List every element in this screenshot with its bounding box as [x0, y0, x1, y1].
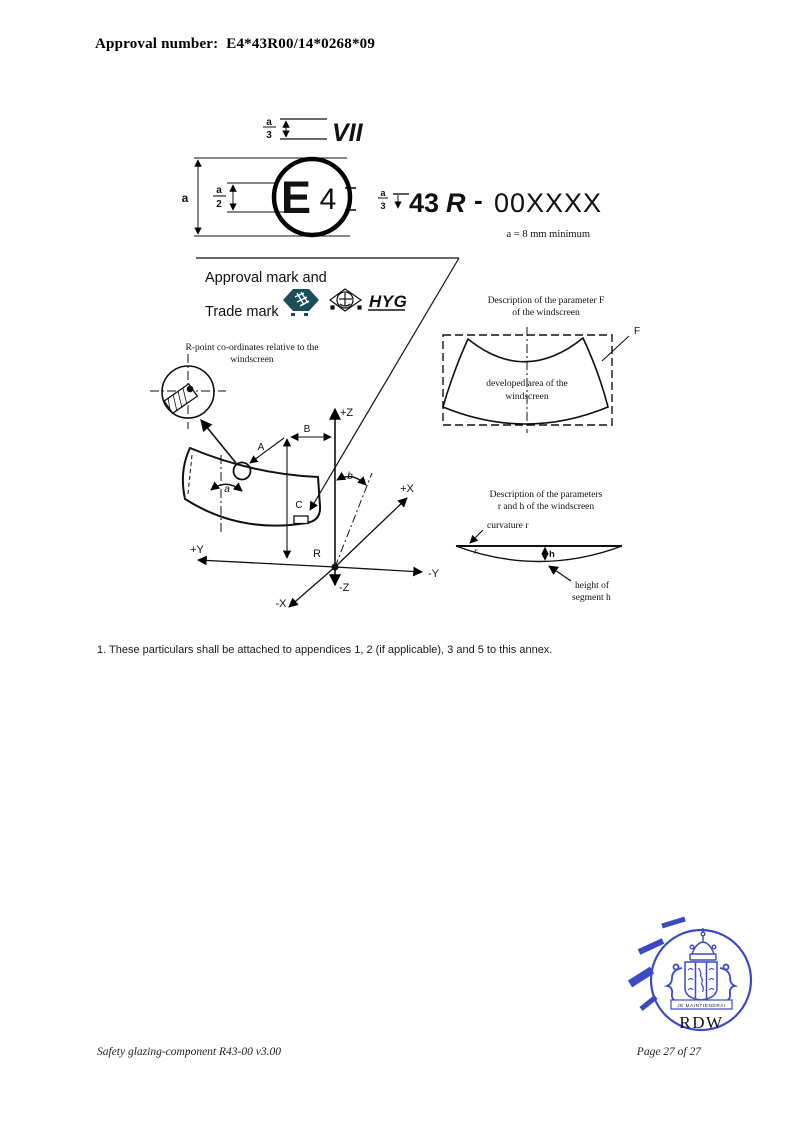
height-label-2: segment h — [572, 593, 611, 603]
windscreen-shape — [183, 438, 320, 533]
footer-document-title: Safety glazing-component R43-00 v3.00 — [97, 1046, 281, 1058]
label-a-point: A — [257, 442, 265, 453]
axis-minus-z: -Z — [339, 582, 350, 594]
rpoint-caption-1: R-point co-ordinates relative to the — [185, 343, 319, 353]
approval-mark-label-1: Approval mark and — [205, 270, 327, 286]
reg-number: 43 — [409, 188, 440, 218]
logo-name: RDW — [679, 1013, 724, 1032]
axis-plus-x: +X — [400, 483, 414, 495]
label-beta-angle: b — [347, 471, 353, 482]
logo-shield — [685, 962, 717, 1000]
trademark-logo-1 — [283, 289, 319, 316]
reg-dash: - — [474, 185, 483, 215]
dim-a-label: a — [181, 191, 189, 205]
label-f: F — [634, 326, 641, 337]
logo-motto: JE MAINTIENDRAI — [677, 1003, 726, 1008]
label-b-dim: B — [303, 424, 311, 435]
approval-serial: 00XXXX — [494, 188, 603, 218]
axis-plus-y: +Y — [190, 544, 204, 556]
frac-a2-denominator: 2 — [216, 199, 222, 210]
curvature-label: curvature r — [487, 521, 529, 531]
height-label-1: height of — [575, 581, 610, 591]
label-c-point: C — [295, 500, 303, 511]
logo-crown — [690, 928, 716, 960]
f-caption-1: Description of the parameter F — [487, 296, 605, 306]
glazing-type-roman: VII — [332, 119, 363, 147]
label-origin-r: R — [313, 548, 321, 560]
approval-mark-leader — [196, 258, 459, 510]
roman-numeral-dimension — [263, 119, 327, 139]
frac-a2-numerator: a — [216, 185, 222, 196]
rpoint-caption-2: windscreen — [230, 355, 274, 365]
coordinate-axes — [198, 409, 422, 607]
footer-page-number: Page 27 of 27 — [636, 1046, 701, 1058]
label-alpha: a — [224, 484, 230, 495]
trademark-logo-3: HYG — [369, 292, 408, 311]
label-h: h — [549, 549, 555, 560]
axis-minus-y: -Y — [428, 568, 439, 580]
logo-lions — [667, 965, 735, 1003]
emark-letter: E — [280, 172, 312, 223]
rpoint-detail — [150, 354, 236, 463]
f-caption-2: of the windscreen — [512, 308, 580, 318]
rh-caption-1: Description of the parameters — [489, 490, 603, 500]
approval-mark-label-2: Trade mark — [205, 304, 279, 320]
frac-a3b-numerator: a — [380, 188, 386, 198]
label-r: r — [474, 546, 478, 556]
f-inner-2: windscreen — [505, 392, 549, 402]
reg-letter: R — [446, 188, 466, 218]
size-note: a = 8 mm minimum — [506, 229, 590, 240]
frac-a3b-denominator: 3 — [380, 201, 386, 211]
axis-plus-z: +Z — [340, 407, 354, 419]
frac-a3-denominator: 3 — [266, 130, 272, 141]
f-inner-1: developed area of the — [486, 379, 568, 389]
frac-a3-numerator: a — [266, 117, 272, 128]
rdw-logo — [628, 916, 778, 1040]
axis-minus-x: -X — [275, 598, 287, 610]
trademark-logo-2 — [330, 289, 361, 311]
rh-parameter-drawing — [456, 530, 622, 581]
rh-caption-2: r and h of the windscreen — [497, 502, 595, 512]
emark-country-number: 4 — [319, 183, 337, 216]
footnote: 1. These particulars shall be attached to appendices 1, 2 (if applicable), 3 and 5 to this annex. — [97, 644, 553, 656]
approval-number-heading: Approval number: E4*43R00/14*0268*09 — [95, 36, 376, 52]
